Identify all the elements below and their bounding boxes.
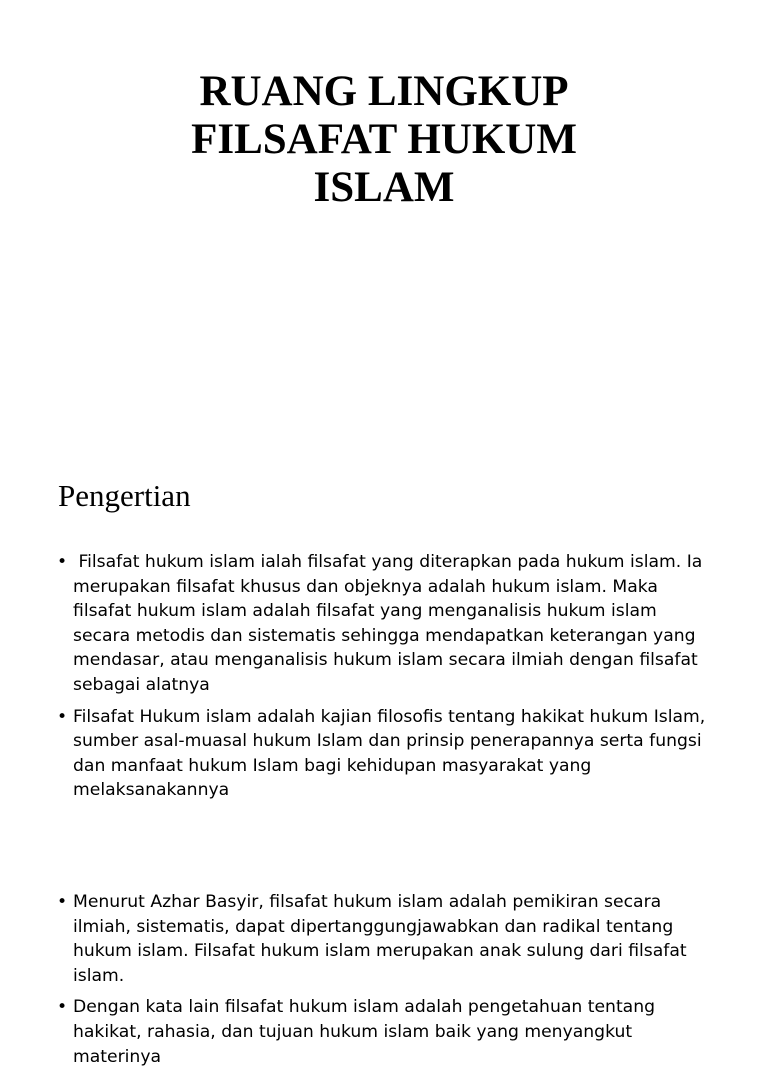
bullet-item [56,890,716,988]
bullet-text: Filsafat Hukum islam adalah kajian filosofis tentang hakikat hukum Islam, sumber asal-muasal hukum Islam dan prinsip penerapannya serta fungsi dan manfaat hukum Islam bagi kehidupan masyarakat yang melaksanakannya [73,706,706,801]
bullet-text: Dengan kata lain filsafat hukum islam adalah pengetahuan tentang hakikat, rahasia, dan tujuan hukum islam baik yang menyangkut materinya [73,997,656,1067]
slide-definisi-lanjutan [0,860,768,1067]
bullet-list [56,550,716,810]
bullet-icon: • [57,997,68,1018]
bullet-icon: • [57,552,68,572]
bullet-text: Menurut Azhar Basyir, filsafat hukum islam adalah pemikiran secara ilmiah, sistematis, dapat dipertanggungjawabkan dan radikal tentang hukum islam. Filsafat hukum islam merupakan anak sulung dari filsafat islam. [73,892,687,986]
section-heading: Pengertian [58,478,191,513]
slide-title-line: FILSAFAT HUKUM [191,116,577,163]
slide-title-line: ISLAM [313,164,455,211]
slide-title [0,68,768,212]
slide-pengertian [0,440,768,860]
bullet-item [56,705,716,803]
slide-title-page [0,0,768,440]
bullet-item [56,995,716,1069]
bullet-icon: • [57,892,68,912]
bullet-icon: • [57,706,68,727]
bullet-text: Filsafat hukum islam ialah filsafat yang diterapkan pada hukum islam. Ia merupakan filsafat khusus dan objeknya adalah hukum islam. Maka filsafat hukum islam adalah filsafat yang menganalisis hukum islam secara metodis dan sistematis sehingga mendapatkan keterangan yang mendasar, atau menganalisis hukum islam secara ilmiah dengan filsafat sebagai alatnya [73,552,708,695]
bullet-item [56,550,716,698]
slide-title-line: RUANG LINGKUP [199,68,569,115]
bullet-list [56,890,716,1076]
